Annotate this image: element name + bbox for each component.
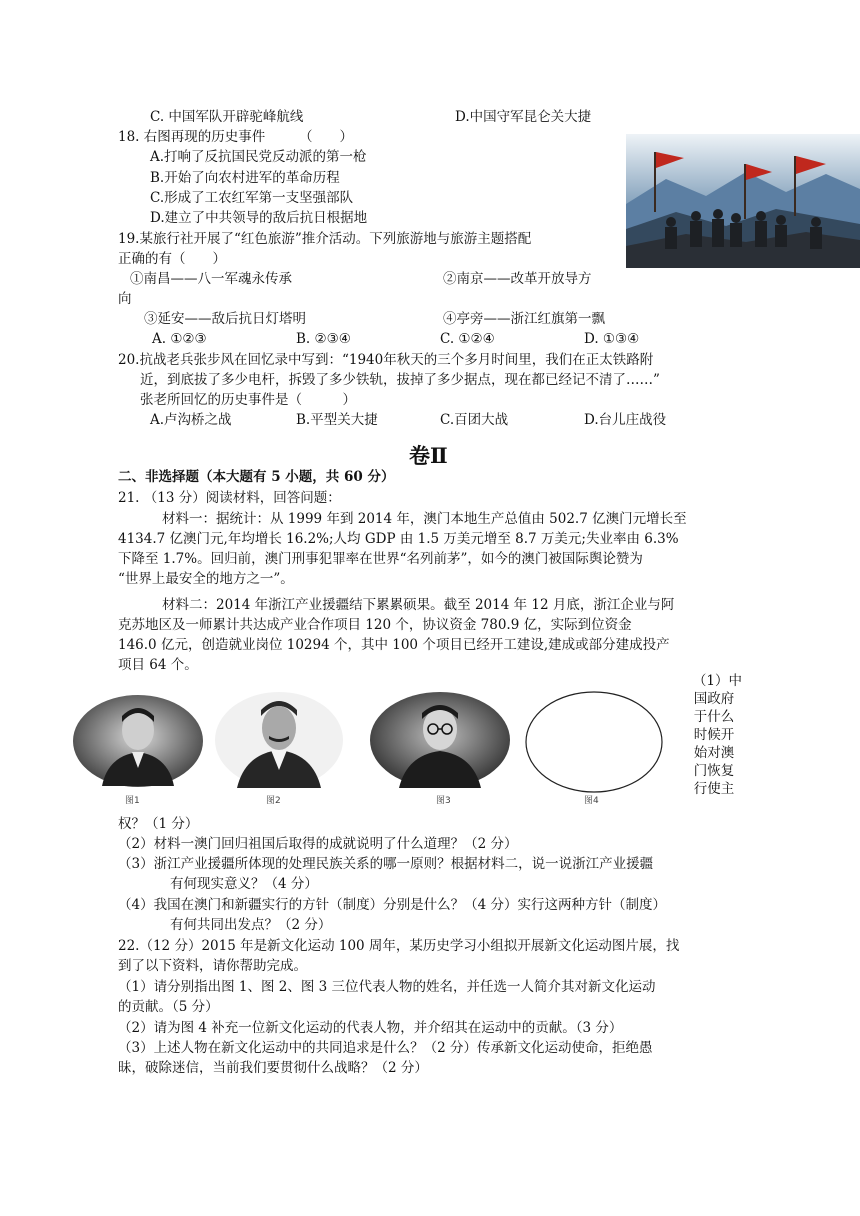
q22-part3-cont: 昧，破除迷信，当前我们要贯彻什么战略？（2 分） [118, 1060, 428, 1076]
q19-stem: 19.某旅行社开展了“红色旅游”推介活动。下列旅游地与旅游主题搭配 [118, 231, 532, 247]
q21-part4: （4）我国在澳门和新疆实行的方针（制度）分别是什么？（4 分）实行这两种方针（制度） [118, 897, 666, 913]
material-1-line: “世界上最安全的地方之一”。 [118, 571, 294, 587]
q19-option-b: B. ②③④ [296, 331, 351, 347]
q20-stem-cont2: 张老所回忆的历史事件是（ ） [140, 392, 356, 408]
q21-part2: （2）材料一澳门回归祖国后取得的成就说明了什么道理？（2 分） [118, 836, 518, 852]
material-2-line: 克苏地区及一师累计共达成产业合作项目 120 个，协议资金 780.9 亿，实际到位资金 [118, 617, 632, 633]
material-2-line: 项目 64 个。 [118, 657, 198, 673]
q22-part1: （1）请分别指出图 1、图 2、图 3 三位代表人物的姓名，并任选一人简介其对新文化运动 [118, 979, 656, 995]
portrait-figure-4-empty [524, 690, 664, 794]
q21-part1-text: 行使主 [693, 781, 735, 797]
q21-part1-text: 始对澳 [693, 745, 735, 761]
q21-part1-column [686, 672, 742, 798]
material-2-line: 146.0 亿元，创造就业岗位 10294 个，其中 100 个项目已经开工建设,建成或部分建成投产 [118, 637, 670, 653]
q20-option-c: C.百团大战 [440, 412, 509, 428]
q19-option-d: D. ①③④ [584, 331, 640, 347]
q19-item-1: ①南昌——八一军魂永传承 [130, 271, 292, 287]
q22-stem: 22.（12 分）2015 年是新文化运动 100 周年，某历史学习小组拟开展新文化运动图片展，找 [118, 938, 680, 954]
q21-part3: （3）浙江产业援疆所体现的处理民族关系的哪一原则？根据材料二，说一说浙江产业援疆 [118, 856, 654, 872]
material-1-line: 4134.7 亿澳门元,年均增长 16.2%;人均 GDP 由 1.5 万美元增至 8.7 万美元;失业率由 6.3% [118, 531, 679, 547]
q21-part1-end: 权？（1 分） [118, 816, 199, 832]
q19-stem-cont: 正确的有（ ） [118, 251, 226, 267]
historical-painting [626, 134, 860, 268]
material-2-line: 材料二：2014 年浙江产业援疆结下累累硕果。截至 2014 年 12 月底，浙江企业与阿 [162, 597, 675, 613]
fig1-caption: 图1 [125, 796, 140, 806]
q21-part1-text: 时候开 [693, 727, 735, 743]
q22-part2: （2）请为图 4 补充一位新文化运动的代表人物，并介绍其在运动中的贡献。（3 分） [118, 1020, 623, 1036]
q21-part1-text: 门恢复 [693, 763, 735, 779]
q19-item-3: ③延安——敌后抗日灯塔明 [144, 311, 306, 327]
q17-option-d: D.中国守军昆仑关大捷 [455, 109, 592, 125]
q21-part1-text: 国政府 [693, 691, 735, 707]
q19-item-2-cont: 向 [118, 291, 132, 307]
q21-stem: 21. （13 分）阅读材料，回答问题： [118, 490, 341, 506]
section-heading: 二、非选择题（本大题有 5 小题，共 60 分） [118, 469, 395, 485]
q20-option-d: D.台儿庄战役 [584, 412, 667, 428]
material-1-line: 材料一：据统计：从 1999 年到 2014 年，澳门本地生产总值由 502.7 亿澳门元增长至 [162, 511, 687, 527]
q21-part1-text: （1）中 [692, 673, 742, 689]
portrait-figure-2 [213, 690, 345, 790]
q22-part3: （3）上述人物在新文化运动中的共同追求是什么？（2 分）传承新文化运动使命，拒绝愚 [118, 1040, 653, 1056]
q19-item-4: ④亭旁——浙江红旗第一飘 [443, 311, 605, 327]
q19-option-a: A. ①②③ [152, 331, 207, 347]
material-1-line: 下降至 1.7%。回归前，澳门刑事犯罪率在世界“名列前茅”，如今的澳门被国际舆论赞为 [118, 551, 643, 567]
q18-option-d: D.建立了中共领导的敌后抗日根据地 [150, 210, 368, 226]
q18-option-c: C.形成了工农红军第一支坚强部队 [150, 190, 354, 206]
volume-title: 卷Ⅱ [409, 443, 448, 468]
q17-option-c: C. 中国军队开辟驼峰航线 [150, 109, 304, 125]
q20-stem: 20.抗战老兵张步风在回忆录中写到：“1940年秋天的三个多月时间里，我们在正太铁路附 [118, 352, 654, 368]
q21-part4-cont: 有何共同出发点？（2 分） [170, 917, 332, 933]
fig2-caption: 图2 [266, 796, 281, 806]
portrait-figure-1 [72, 694, 204, 788]
q22-part1-cont: 的贡献。（5 分） [118, 999, 219, 1015]
q19-item-2: ②南京——改革开放导方 [443, 271, 592, 287]
q18-option-a: A.打响了反抗国民党反动派的第一枪 [150, 149, 367, 165]
portrait-figure-3 [369, 691, 511, 789]
q20-option-b: B.平型关大捷 [296, 412, 378, 428]
fig4-caption: 图4 [584, 796, 599, 806]
q22-stem-cont: 到了以下资料，请你帮助完成。 [118, 958, 307, 974]
q20-option-a: A.卢沟桥之战 [150, 412, 232, 428]
q21-part1-text: 于什么 [693, 709, 735, 725]
q20-stem-cont: 近，到底拔了多少电杆，拆毁了多少铁轨，拔掉了多少据点，现在都已经记不清了……” [140, 372, 660, 388]
q18-option-b: B.开始了向农村进军的革命历程 [150, 170, 340, 186]
q19-option-c: C. ①②④ [440, 331, 495, 347]
q21-part3-cont: 有何现实意义？（4 分） [170, 876, 318, 892]
fig3-caption: 图3 [436, 796, 451, 806]
q18-stem: 18. 右图再现的历史事件 （ ） [118, 129, 354, 145]
